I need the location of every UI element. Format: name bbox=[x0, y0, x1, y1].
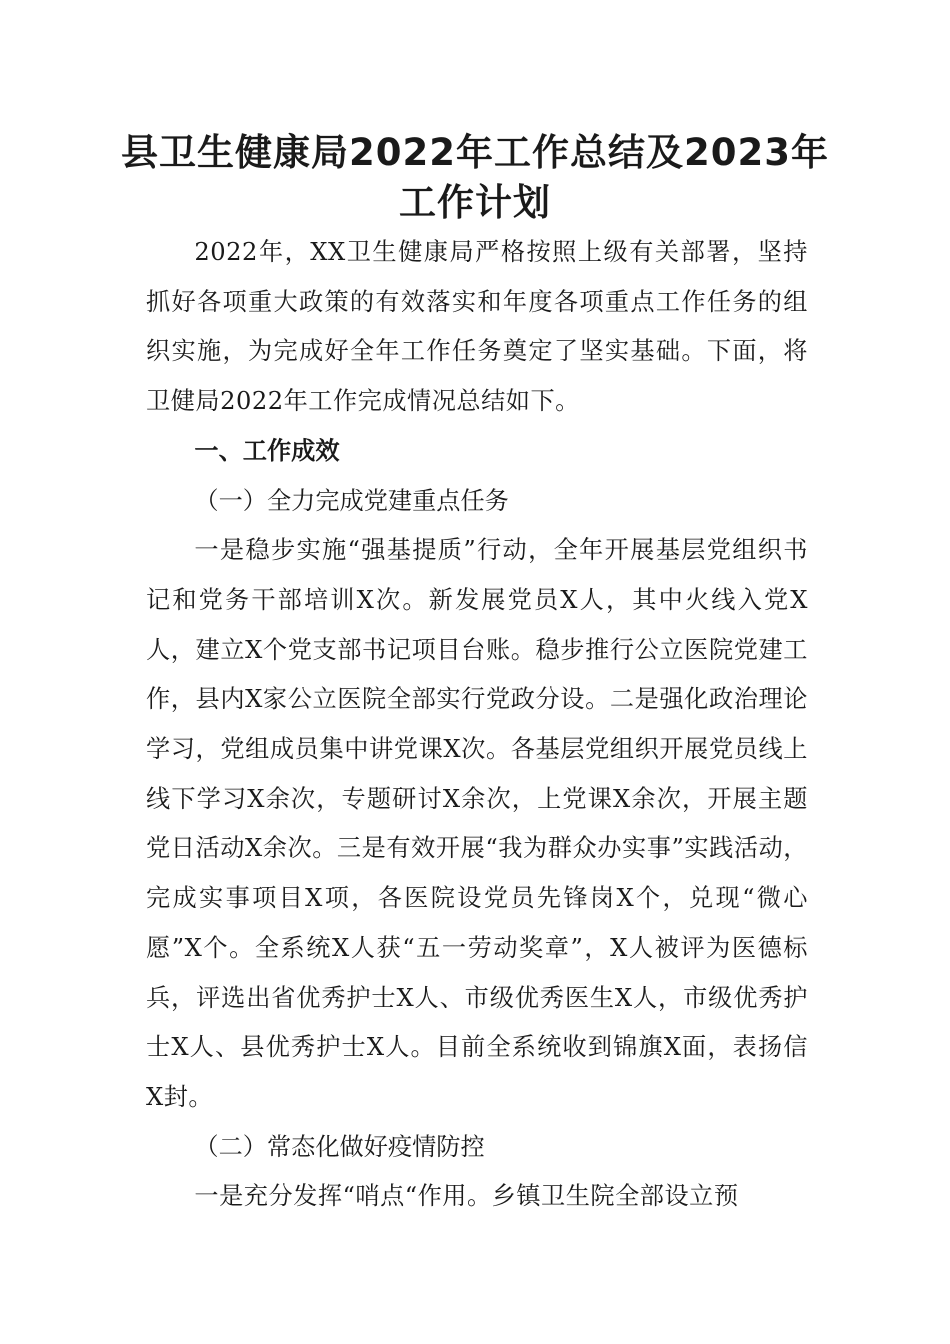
document-title-line-1: 县卫生健康局2022年工作总结及2023年 bbox=[121, 131, 829, 174]
intro-paragraph: 2022年，XX卫生健康局严格按照上级有关部署，坚持抓好各项重大政策的有效落实和年度各项重点工作任务的组织实施，为完成好全年工作任务奠定了坚实基础。下面，将卫健局2022年工作完成情况总结如下。 bbox=[146, 238, 808, 416]
party-building-paragraph: 一是稳步实施“强基提质”行动，全年开展基层党组织书记和党务干部培训X次。新发展党员X人，其中火线入党X人，建立X个党支部书记项目台账。稳步推行公立医院党建工作，县内X家公立医院全部实行党政分设。二是强化政治理论学习，党组成员集中讲党课X次。各基层党组织开展党员线上线下学习X余次，专题研讨X余次，上党课X余次，开展主题党日活动X余次。三是有效开展“我为群众办实事”实践活动，完成实事项目X项，各医院设党员先锋岗X个，兑现“微心愿”X个。全系统X人获“五一劳动奖章”，X人被评为医德标兵，评选出省优秀护士X人、市级优秀医生X人，市级优秀护士X人、县优秀护士X人。目前全系统收到锦旗X面，表扬信X封。 bbox=[146, 536, 808, 1111]
document-title-line-2: 工作计划 bbox=[399, 181, 551, 224]
subsection-heading-epidemic-control: （二）常态化做好疫情防控 bbox=[194, 1132, 485, 1161]
epidemic-control-paragraph: 一是充分发挥“哨点“作用。乡镇卫生院全部设立预 bbox=[194, 1182, 739, 1211]
subsection-heading-party-building: （一）全力完成党建重点任务 bbox=[194, 486, 509, 515]
section-heading-work-results: 一、工作成效 bbox=[194, 436, 340, 465]
document-body bbox=[146, 228, 808, 1222]
